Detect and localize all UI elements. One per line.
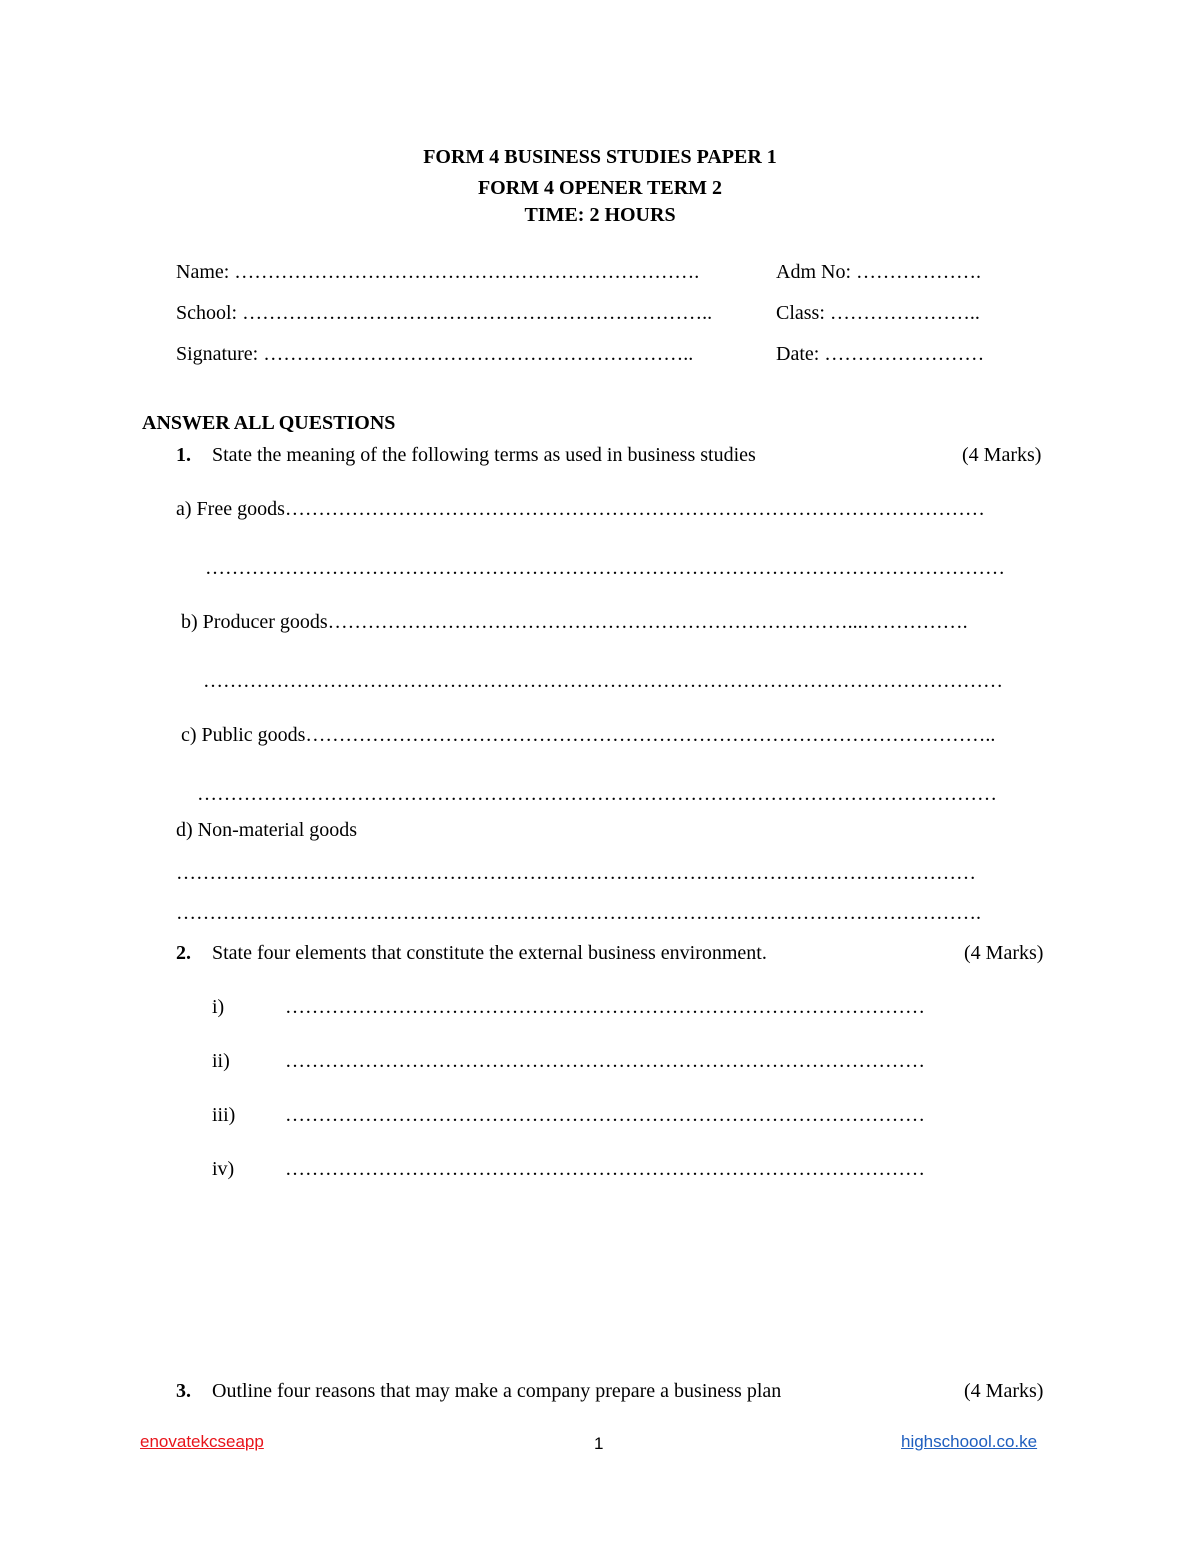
- q2-item-answer-line[interactable]: ……………………………………………………………………………………: [285, 1158, 925, 1180]
- footer-left-link[interactable]: enovatekcseapp: [140, 1432, 264, 1451]
- q3-number: 3.: [176, 1380, 191, 1402]
- class-field[interactable]: Class: …………………..: [776, 302, 980, 324]
- q1d-answer-line-2[interactable]: ………………………………………………………………………………………………………….: [176, 902, 981, 924]
- adm-no-field[interactable]: Adm No: ……………….: [776, 261, 981, 283]
- signature-field[interactable]: Signature: ………………………………………………………..: [176, 343, 694, 365]
- paper-subtitle: FORM 4 OPENER TERM 2: [477, 177, 723, 199]
- q2-item-label: ii): [212, 1050, 230, 1072]
- q1-number: 1.: [176, 444, 191, 466]
- school-field[interactable]: School: ……………………………………………………………..: [176, 302, 713, 324]
- q1d-answer-line[interactable]: …………………………………………………………………………………………………………: [176, 862, 976, 884]
- paper-time: TIME: 2 HOURS: [524, 204, 676, 226]
- q2-text: State four elements that constitute the external business environment.: [212, 942, 767, 964]
- q2-item-answer-line[interactable]: ……………………………………………………………………………………: [285, 996, 925, 1018]
- page-number: 1: [594, 1434, 604, 1453]
- q1b-answer-line[interactable]: b) Producer goods……………………………………………………………………...…………….: [181, 611, 968, 633]
- q1-marks: (4 Marks): [962, 444, 1042, 466]
- q2-marks: (4 Marks): [964, 942, 1044, 964]
- q2-item-answer-line[interactable]: ……………………………………………………………………………………: [285, 1104, 925, 1126]
- q2-number: 2.: [176, 942, 191, 964]
- q1c-answer-line-2[interactable]: …………………………………………………………………………………………………………: [197, 783, 997, 805]
- q3-text: Outline four reasons that may make a company prepare a business plan: [212, 1380, 782, 1402]
- q2-item-answer-line[interactable]: ……………………………………………………………………………………: [285, 1050, 925, 1072]
- footer-right-link[interactable]: highschoool.co.ke: [901, 1432, 1038, 1451]
- q2-item-label: i): [212, 996, 225, 1018]
- q1a-answer-line[interactable]: a) Free goods……………………………………………………………………………………………: [176, 498, 985, 520]
- q1d-label: d) Non-material goods: [176, 819, 358, 841]
- q1-text: State the meaning of the following terms as used in business studies: [212, 444, 756, 466]
- name-field[interactable]: Name: …………………………………………………………….: [176, 261, 700, 283]
- q2-item-label: iii): [212, 1104, 236, 1126]
- date-field[interactable]: Date: ……………………: [776, 343, 985, 365]
- q1c-answer-line[interactable]: c) Public goods…………………………………………………………………………………………..: [181, 724, 996, 746]
- q1a-answer-line-2[interactable]: …………………………………………………………………………………………………………: [205, 557, 1005, 579]
- paper-title: FORM 4 BUSINESS STUDIES PAPER 1: [423, 146, 777, 168]
- q1b-answer-line-2[interactable]: …………………………………………………………………………………………………………: [203, 670, 1003, 692]
- q3-marks: (4 Marks): [964, 1380, 1044, 1402]
- q2-item-label: iv): [212, 1158, 235, 1180]
- instructions-heading: ANSWER ALL QUESTIONS: [142, 412, 396, 434]
